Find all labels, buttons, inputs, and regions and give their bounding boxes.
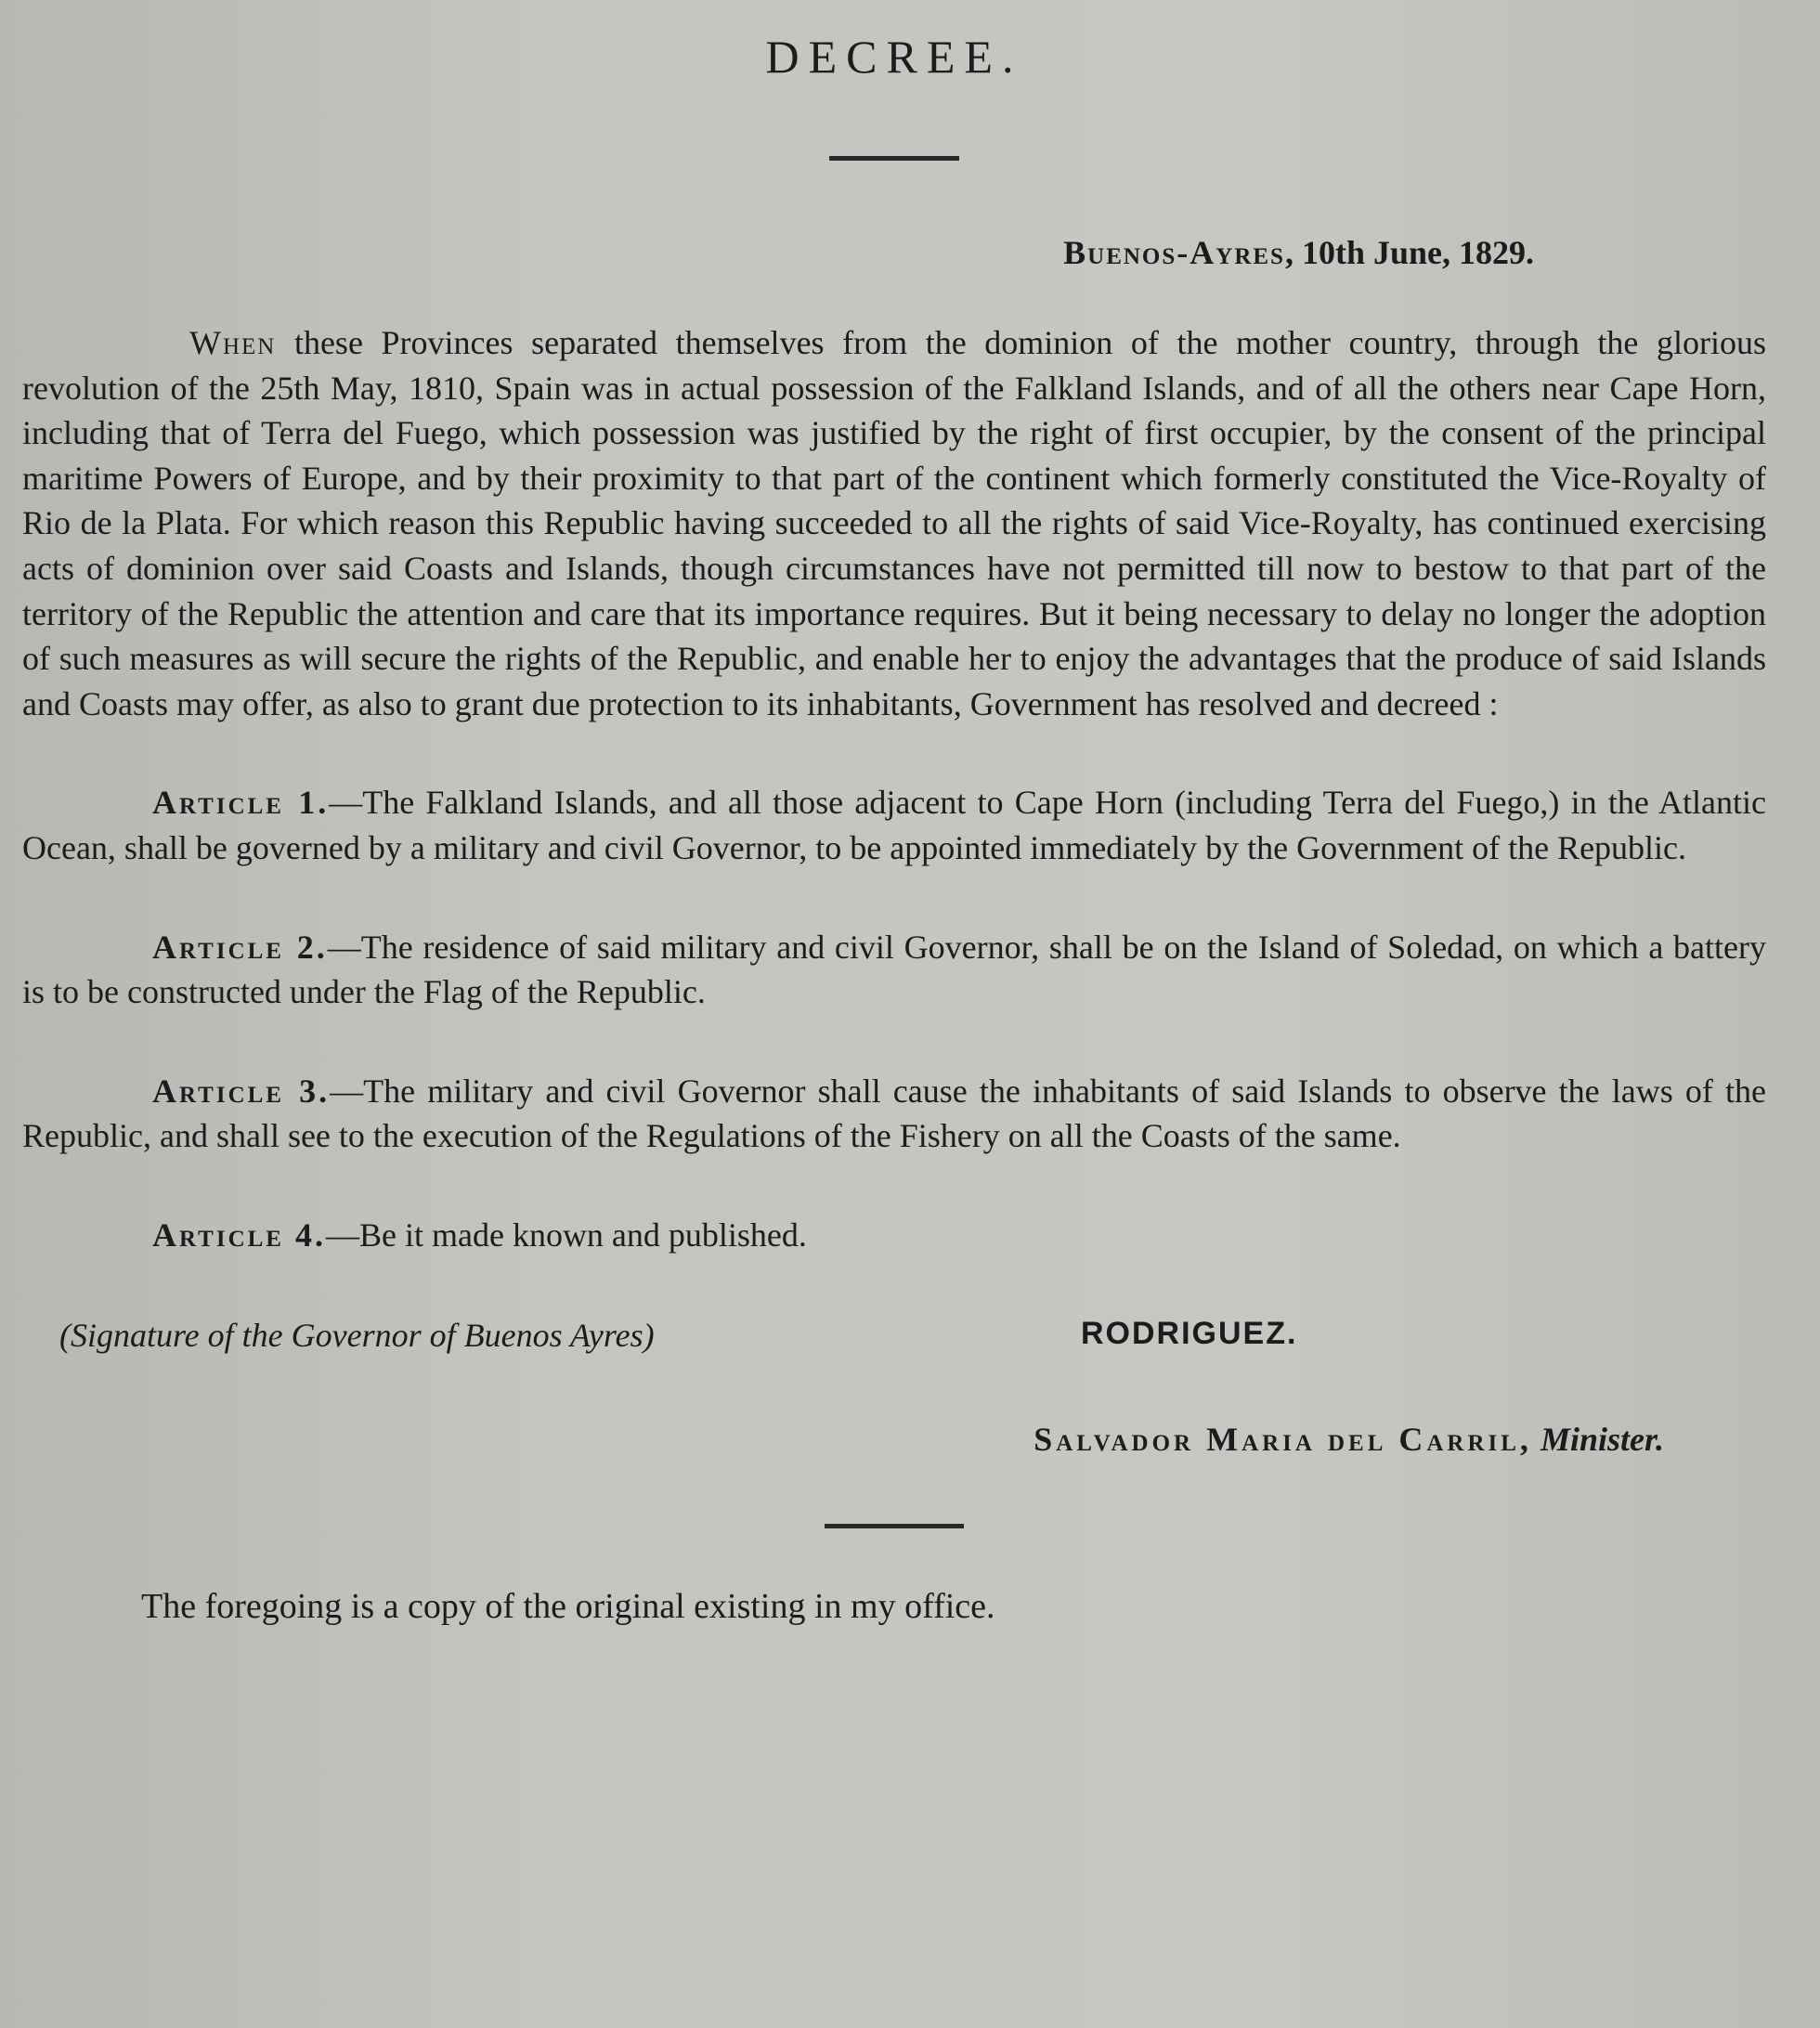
article-label: Article 1. bbox=[152, 784, 330, 822]
article-label: Article 2. bbox=[152, 928, 328, 966]
article-3 bbox=[22, 1069, 1766, 1159]
dateline-place: Buenos-Ayres bbox=[1063, 234, 1285, 271]
minister-role: Minister. bbox=[1540, 1420, 1664, 1458]
footer-divider bbox=[825, 1524, 964, 1528]
preamble-text: these Provinces separated themselves from the dominion of the mother country, through the glorious revolution of the 25th May, 1810, Spain was in actual possession of the Falkland Islands, and of all the others near Cape Horn, including that of Terra del Fuego, which possession was justified by the right of first occupier, by the consent of the principal maritime Powers of Europe, and by their proximity to that part of the continent which formerly constituted the Vice-Royalty of Rio de la Plata. For which reason this Republic having succeeded to all the rights of said Vice-Royalty, has continued exercising acts of dominion over said Coasts and Islands, though circumstances have not permitted till now to bestow to that part of the territory of the Republic the attention and care that its importance requires. But it being necessary to delay no longer the adoption of such measures as will secure the rights of the Republic, and enable her to enjoy the advantages that the produce of said Islands and Coasts may offer, as also to grant due protection to its inhabitants, Government has resolved and decreed : bbox=[22, 324, 1766, 722]
signature-name: RODRIGUEZ. bbox=[1081, 1315, 1298, 1351]
preamble-lead: When bbox=[189, 324, 277, 361]
signature-line bbox=[22, 1316, 1766, 1362]
article-label: Article 4. bbox=[152, 1216, 326, 1254]
decree-title: DECREE. bbox=[765, 31, 1023, 83]
article-text: —The military and civil Governor shall cause the inhabitants of said Islands to observe the laws of the Republic, and shall see to the execution of the Regulations of the Fishery on all the Coasts of the same. bbox=[22, 1072, 1766, 1155]
article-text: —The Falkland Islands, and all those adjacent to Cape Horn (including Terra del Fuego,) in the Atlantic Ocean, shall be governed by a military and civil Governor, to be appointed immediately by the Government of the Republic. bbox=[22, 784, 1766, 866]
article-text: —The residence of said military and civil Governor, shall be on the Island of Soledad, on which a battery is to be constructed under the Flag of the Republic. bbox=[22, 928, 1766, 1011]
dateline bbox=[22, 233, 1766, 272]
dateline-date: , 10th June, 1829. bbox=[1284, 234, 1534, 271]
signature-note: (Signature of the Governor of Buenos Ayres) bbox=[59, 1316, 655, 1354]
preamble-paragraph bbox=[22, 320, 1766, 726]
article-1 bbox=[22, 780, 1766, 870]
footer-note: The foregoing is a copy of the original existing in my office. bbox=[141, 1586, 995, 1626]
article-label: Article 3. bbox=[152, 1072, 331, 1110]
title-divider bbox=[829, 156, 959, 161]
minister-name: Salvador Maria del Carril, bbox=[1034, 1420, 1532, 1458]
article-text: —Be it made known and published. bbox=[325, 1216, 807, 1254]
article-4 bbox=[22, 1213, 1766, 1258]
minister-line bbox=[22, 1420, 1766, 1459]
article-2 bbox=[22, 925, 1766, 1015]
